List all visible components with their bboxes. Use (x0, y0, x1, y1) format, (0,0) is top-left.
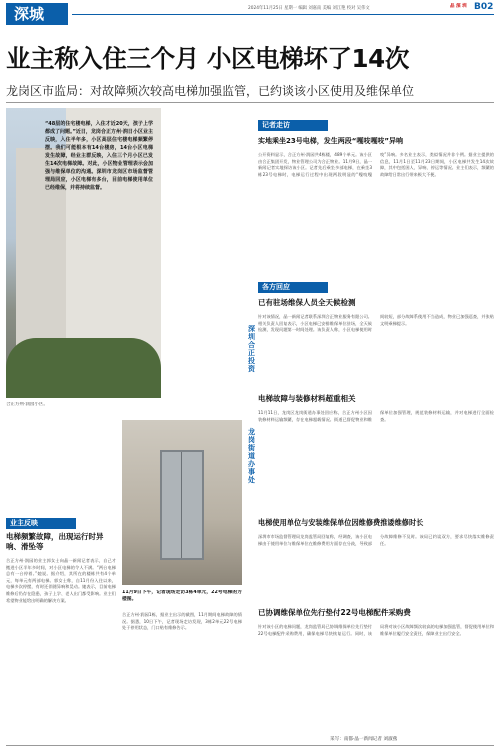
section-title-response: 已有驻场维保人员全天候检测 (258, 298, 356, 307)
photo-caption: 合正方州·润园小区。 (6, 402, 48, 407)
section-body-bureau: 深圳市市场监督管理局龙岗监管局回复称，经调查，该小区电梯由于使用单位与维保单位在维修费用方面存在分歧，导致部分故障维修不及时。该局已约谈双方，要求尽快落实维修责任。 (258, 534, 494, 546)
section-title-street: 电梯故障与装修材料超重相关 (258, 394, 356, 403)
section-title-fix: 已协调维保单位先行垫付22号电梯配件采购费 (258, 608, 411, 617)
intro-text: “48层的住宅楼电梯，入住才近20天，孩子上学都成了问题。”近日，龙岗合正方州·润日小区业主反映，入住半年多，小区高层住宅楼电梯频繁停摆。我们可能根本有14台楼房，14台小区电梯发生故障，经业主群反映，入住三个月小区已发生14次电梯故障。对此，小区物业管理表示会加强与维保单位的沟通。深圳市龙岗区市场监督管理局回应，小区电梯有多台，目前电梯使用单位已经维保，并将持续监督。 (45, 121, 153, 191)
section-name: 深城 (14, 5, 45, 23)
vertical-label-street-office: 龙岗街道办事处 (248, 428, 255, 484)
hallway-caption: 11月9日下午，记者现场走访3栋4单元，22号电梯的方楼图。 (122, 590, 242, 602)
masthead-rule (72, 14, 494, 15)
masthead-date: 2024年11月25日 星期一 编辑 刘嘉南 美编 刘江艳 校对 吴伟文 (248, 6, 370, 11)
photo-column-text: 合正方州·润园1栋，据业主出示的截图，11月期间电梯故障的情况。据悉，10日下午，记者现场走访发现，3栋2单元22号电梯处于停用状态，门口贴有维修告示。 (122, 612, 242, 631)
section-title-bureau: 电梯使用单位与安装维保单位因维修费推诿维修时长 (258, 518, 424, 527)
subheadline: 龙岗区市监局：对故障频次较高电梯加强监管，已约谈该小区使用及维保单位 (6, 84, 415, 98)
section-body-reporter: 公开资料显示，合正方州·润园共4栋楼，489个单元。该小区由合正集团开发，物业管理公司为合正物业。11月9日，晶一新闻记者实地探访该小区。记者先后乘坐多部电梯，在乘坐3栋23号电梯时，电梯运行过程中出现两段明显的“嘎吱嘎吱”异响。多名业主表示，类似情况并非个例。据业主提供的信息，11月1日至11月23日期间，小区电梯共发生14次故障，其中包括困人、异响、停运等情况。业主们表示，频繁的故障给日常出行带来极大不便。 (258, 152, 494, 177)
masthead (0, 0, 500, 30)
elevator-door-seam (181, 452, 182, 558)
section-body-fix: 针对该小区的电梯问题，龙岗监管局已协调维保单位先行垫付22号电梯配件采购费用，确保电梯尽快恢复运行。同时，该局将对该小区故障频次较高的电梯加强监管，督促使用单位和维保单位履行安全责任，保障业主出行安全。 (258, 624, 494, 636)
section-bar-residents: 业主反映 (6, 518, 76, 529)
section-body-residents: 合正方州·润园的业主郭女士向晶一新闻记者表示，自己才搬进小区半年多时间，对小区电梯的令人不满。“两台电梯总有一台停着。”她说。据介绍，其所在的楼栋共有4个单元，每单元有两部电梯。郭女士称，自11月份入住以来，电梯多次停摆，有时还伴随异响和晃动。她表示，目前电梯维修后仍存在隐患，孩子上学、老人出门都受影响。业主们希望物业能给出明确的解决方案。 (6, 558, 116, 603)
section-bar-reporter: 记者走访 (258, 120, 328, 131)
headline: 业主称入住三个月 小区电梯坏了14次 (6, 44, 409, 73)
elevator-door (160, 450, 204, 560)
section-body-street: 11月11日，龙岗区龙岗街道办事处回应称，合正方州小区因装修材料运输频繁，存在电梯超载情况。街道已督促物业和维保单位加强管理，规范装修材料运输，并对电梯进行全面检查。 (258, 410, 494, 422)
footer-rule (6, 745, 494, 746)
headline-rule (6, 102, 494, 103)
hallway-photo (122, 420, 242, 585)
section-title-reporter: 实地乘坐23号电梯，发生两段“嘎吱嘎吱”异响 (258, 137, 403, 145)
section-title-residents: 电梯频繁故障，出现运行时异响、滑坠等 (6, 532, 104, 551)
masthead-logo: 品 深 圳 (450, 4, 467, 9)
section-bar-response: 各方回应 (258, 282, 328, 293)
vertical-label-developer: 深圳合正投资 (248, 325, 255, 373)
section-body-response: 针对该情况，晶一新闻记者联系深圳合正物业服务有限公司。相关负责人回复表示，小区电梯已安排维保单位驻场，全天候检测，发现问题第一时间处理。该负责人称，小区电梯使用时间较短，部分故障系使用不当造成，物业已加强巡查，并张贴文明乘梯提示。 (258, 314, 494, 333)
byline: 采写：南都·晶一新闻记者 刘淑燕 (330, 737, 398, 742)
page-number: B02 (474, 2, 494, 12)
